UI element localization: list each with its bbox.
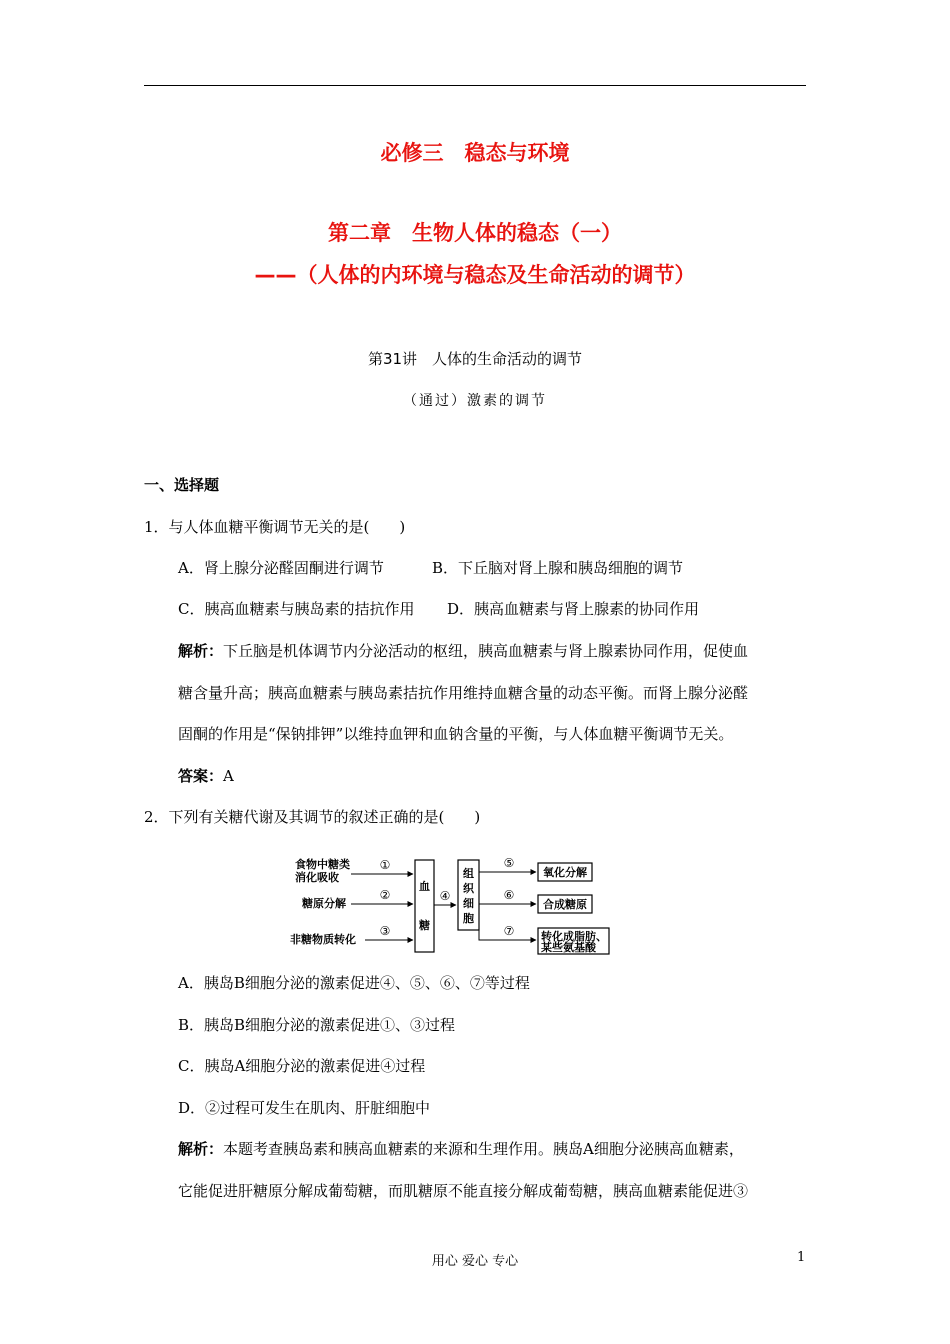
label-4: ④ bbox=[439, 889, 451, 903]
q1-answer-label: 答案： bbox=[178, 767, 224, 785]
blood-sugar-box bbox=[415, 860, 434, 952]
q2-option-a: A．胰岛B细胞分泌的激素促进④、⑤、⑥、⑦等过程 bbox=[178, 974, 530, 992]
q2-option-d: D．②过程可发生在肌肉、肝脏细胞中 bbox=[178, 1099, 431, 1117]
topic-title: （通过）激素的调节 bbox=[403, 393, 547, 409]
chapter-title: 第二章 生物人体的稳态（一） bbox=[328, 221, 622, 245]
tissue-char-2: 织 bbox=[463, 882, 474, 895]
q1-analysis-label: 解析： bbox=[178, 642, 224, 660]
lecture-title: 第31讲 人体的生命活动的调节 bbox=[367, 350, 583, 368]
source-non-sugar: 非糖物质转化 bbox=[290, 933, 356, 946]
source-food-line1: 食物中糖类 bbox=[295, 858, 350, 871]
chapter-subtitle: ——（人体的内环境与稳态及生命活动的调节） bbox=[254, 263, 696, 287]
q2-analysis-line-2: 它能促进肝糖原分解成葡萄糖，而肌糖原不能直接分解成葡萄糖，胰高血糖素能促进③ bbox=[178, 1182, 749, 1200]
tissue-char-1: 组 bbox=[463, 867, 474, 880]
section-heading: 一、选择题 bbox=[144, 476, 220, 494]
q1-analysis-text-1: 下丘脑是机体调节内分泌活动的枢纽，胰高血糖素与肾上腺素协同作用，促使血 bbox=[223, 642, 749, 660]
tissue-char-4: 胞 bbox=[463, 912, 474, 925]
label-7: ⑦ bbox=[503, 924, 515, 938]
q1-analysis-line-1 bbox=[178, 640, 748, 661]
blood-char-2: 糖 bbox=[419, 919, 430, 932]
output-oxidation: 氧化分解 bbox=[543, 866, 587, 879]
label-2: ② bbox=[379, 888, 391, 902]
source-food-line2: 消化吸收 bbox=[295, 871, 339, 884]
q1-option-a: A．肾上腺分泌醛固酮进行调节 bbox=[178, 559, 384, 577]
q2-analysis-label: 解析： bbox=[178, 1140, 224, 1158]
tissue-char-3: 细 bbox=[463, 897, 474, 910]
source-glycogen: 糖原分解 bbox=[302, 897, 346, 910]
q1-option-c: C．胰高血糖素与胰岛素的拮抗作用 bbox=[178, 600, 415, 618]
page-number: 1 bbox=[797, 1250, 806, 1265]
label-5: ⑤ bbox=[503, 856, 515, 870]
output-glycogen: 合成糖原 bbox=[543, 898, 587, 911]
label-1: ① bbox=[379, 858, 391, 872]
q1-option-d: D．胰高血糖素与肾上腺素的协同作用 bbox=[447, 600, 700, 618]
q1-analysis-line-2: 糖含量升高；胰高血糖素与胰岛素拮抗作用维持血糖含量的动态平衡。而肾上腺分泌醛 bbox=[178, 684, 749, 702]
q1-answer-value: A bbox=[223, 767, 234, 785]
q1-option-b: B．下丘脑对肾上腺和胰岛细胞的调节 bbox=[432, 559, 684, 577]
q2-stem: 2．下列有关糖代谢及其调节的叙述正确的是( ) bbox=[144, 808, 481, 826]
header-rule bbox=[144, 85, 806, 86]
label-3: ③ bbox=[379, 924, 391, 938]
glucose-metabolism-diagram bbox=[285, 852, 615, 960]
q2-option-c: C．胰岛A细胞分泌的激素促进④过程 bbox=[178, 1057, 426, 1075]
output-convert-line1: 转化成脂肪、 bbox=[541, 930, 607, 943]
q1-stem: 1．与人体血糖平衡调节无关的是( ) bbox=[144, 518, 406, 536]
blood-char-1: 血 bbox=[419, 880, 430, 893]
volume-title: 必修三 稳态与环境 bbox=[380, 141, 570, 165]
q1-answer bbox=[178, 765, 234, 786]
q1-analysis-line-3: 固酮的作用是“保钠排钾”以维持血钾和血钠含量的平衡，与人体血糖平衡调节无关。 bbox=[178, 725, 734, 743]
q2-analysis-line-1 bbox=[178, 1138, 744, 1159]
output-convert-line2: 某些氨基酸 bbox=[541, 941, 596, 954]
q2-analysis-text-1: 本题考查胰岛素和胰高血糖素的来源和生理作用。胰岛A细胞分泌胰高血糖素， bbox=[223, 1140, 744, 1158]
q2-option-b: B．胰岛B细胞分泌的激素促进①、③过程 bbox=[178, 1016, 456, 1034]
footer-motto: 用心 爱心 专心 bbox=[431, 1254, 519, 1269]
label-6: ⑥ bbox=[503, 888, 515, 902]
